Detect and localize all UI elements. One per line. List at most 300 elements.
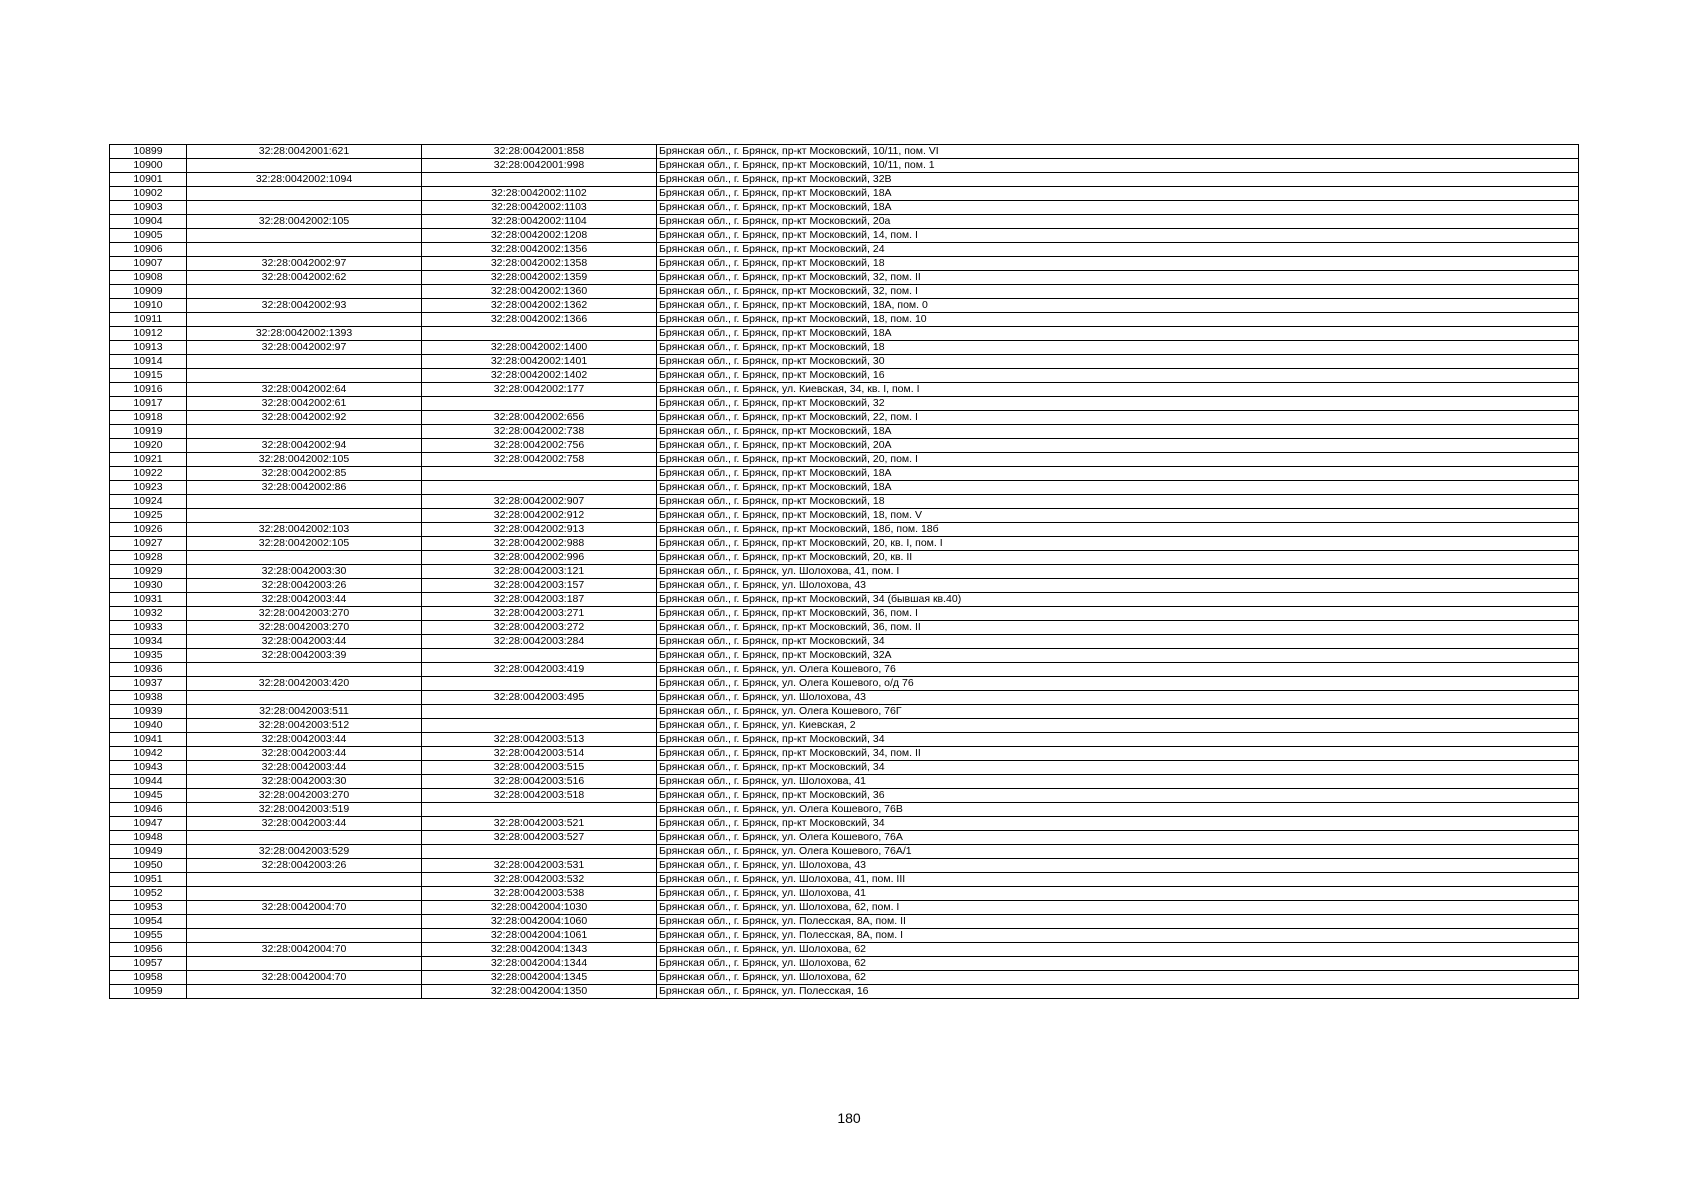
address-cell: Брянская обл., г. Брянск, ул. Олега Кошевого, 76В bbox=[657, 803, 1579, 817]
address-cell: Брянская обл., г. Брянск, пр-кт Московский, 18А bbox=[657, 327, 1579, 341]
table-row bbox=[110, 285, 1579, 299]
row-number-cell: 10953 bbox=[110, 901, 187, 915]
parcel-cadastral-number-cell: 32:28:0042003:420 bbox=[187, 677, 422, 691]
row-number-cell: 10919 bbox=[110, 425, 187, 439]
address-cell: Брянская обл., г. Брянск, ул. Олега Кошевого, 76А/1 bbox=[657, 845, 1579, 859]
parcel-cadastral-number-cell: 32:28:0042003:44 bbox=[187, 593, 422, 607]
table-row bbox=[110, 411, 1579, 425]
address-cell: Брянская обл., г. Брянск, ул. Олега Кошевого, о/д 76 bbox=[657, 677, 1579, 691]
parcel-cadastral-number-cell: 32:28:0042003:270 bbox=[187, 789, 422, 803]
row-number-cell: 10915 bbox=[110, 369, 187, 383]
object-cadastral-number-cell bbox=[422, 845, 657, 859]
row-number-cell: 10933 bbox=[110, 621, 187, 635]
address-cell: Брянская обл., г. Брянск, пр-кт Московский, 14, пом. I bbox=[657, 229, 1579, 243]
row-number-cell: 10903 bbox=[110, 201, 187, 215]
parcel-cadastral-number-cell: 32:28:0042003:26 bbox=[187, 579, 422, 593]
table-row bbox=[110, 845, 1579, 859]
address-cell: Брянская обл., г. Брянск, ул. Шолохова, 41, пом. III bbox=[657, 873, 1579, 887]
table-row bbox=[110, 761, 1579, 775]
row-number-cell: 10905 bbox=[110, 229, 187, 243]
table-row bbox=[110, 495, 1579, 509]
parcel-cadastral-number-cell: 32:28:0042002:93 bbox=[187, 299, 422, 313]
row-number-cell: 10954 bbox=[110, 915, 187, 929]
address-cell: Брянская обл., г. Брянск, ул. Шолохова, 62 bbox=[657, 943, 1579, 957]
parcel-cadastral-number-cell bbox=[187, 691, 422, 705]
row-number-cell: 10908 bbox=[110, 271, 187, 285]
parcel-cadastral-number-cell bbox=[187, 201, 422, 215]
table-row bbox=[110, 159, 1579, 173]
object-cadastral-number-cell: 32:28:0042001:858 bbox=[422, 145, 657, 159]
address-cell: Брянская обл., г. Брянск, пр-кт Московский, 18А bbox=[657, 187, 1579, 201]
parcel-cadastral-number-cell bbox=[187, 985, 422, 999]
table-row bbox=[110, 173, 1579, 187]
parcel-cadastral-number-cell bbox=[187, 187, 422, 201]
table-row bbox=[110, 719, 1579, 733]
parcel-cadastral-number-cell: 32:28:0042003:26 bbox=[187, 859, 422, 873]
object-cadastral-number-cell: 32:28:0042003:521 bbox=[422, 817, 657, 831]
row-number-cell: 10944 bbox=[110, 775, 187, 789]
object-cadastral-number-cell: 32:28:0042003:531 bbox=[422, 859, 657, 873]
address-cell: Брянская обл., г. Брянск, пр-кт Московский, 18А bbox=[657, 201, 1579, 215]
address-cell: Брянская обл., г. Брянск, ул. Киевская, 34, кв. I, пом. I bbox=[657, 383, 1579, 397]
table-row bbox=[110, 467, 1579, 481]
row-number-cell: 10906 bbox=[110, 243, 187, 257]
table-row bbox=[110, 243, 1579, 257]
registry-table-body bbox=[110, 145, 1579, 999]
row-number-cell: 10949 bbox=[110, 845, 187, 859]
row-number-cell: 10909 bbox=[110, 285, 187, 299]
row-number-cell: 10950 bbox=[110, 859, 187, 873]
table-row bbox=[110, 453, 1579, 467]
row-number-cell: 10956 bbox=[110, 943, 187, 957]
address-cell: Брянская обл., г. Брянск, пр-кт Московский, 18А, пом. 0 bbox=[657, 299, 1579, 313]
address-cell: Брянская обл., г. Брянск, пр-кт Московский, 18 bbox=[657, 341, 1579, 355]
object-cadastral-number-cell: 32:28:0042002:1360 bbox=[422, 285, 657, 299]
object-cadastral-number-cell: 32:28:0042002:907 bbox=[422, 495, 657, 509]
address-cell: Брянская обл., г. Брянск, пр-кт Московский, 18 bbox=[657, 257, 1579, 271]
address-cell: Брянская обл., г. Брянск, пр-кт Московский, 36, пом. II bbox=[657, 621, 1579, 635]
object-cadastral-number-cell: 32:28:0042002:177 bbox=[422, 383, 657, 397]
object-cadastral-number-cell: 32:28:0042003:121 bbox=[422, 565, 657, 579]
table-row bbox=[110, 551, 1579, 565]
parcel-cadastral-number-cell: 32:28:0042002:62 bbox=[187, 271, 422, 285]
row-number-cell: 10902 bbox=[110, 187, 187, 201]
parcel-cadastral-number-cell bbox=[187, 159, 422, 173]
object-cadastral-number-cell: 32:28:0042002:913 bbox=[422, 523, 657, 537]
address-cell: Брянская обл., г. Брянск, пр-кт Московский, 34 (бывшая кв.40) bbox=[657, 593, 1579, 607]
table-row bbox=[110, 887, 1579, 901]
row-number-cell: 10928 bbox=[110, 551, 187, 565]
address-cell: Брянская обл., г. Брянск, пр-кт Московский, 24 bbox=[657, 243, 1579, 257]
parcel-cadastral-number-cell bbox=[187, 831, 422, 845]
object-cadastral-number-cell: 32:28:0042004:1344 bbox=[422, 957, 657, 971]
table-row bbox=[110, 747, 1579, 761]
address-cell: Брянская обл., г. Брянск, пр-кт Московский, 18А bbox=[657, 425, 1579, 439]
parcel-cadastral-number-cell: 32:28:0042002:92 bbox=[187, 411, 422, 425]
row-number-cell: 10941 bbox=[110, 733, 187, 747]
address-cell: Брянская обл., г. Брянск, пр-кт Московский, 34 bbox=[657, 761, 1579, 775]
row-number-cell: 10948 bbox=[110, 831, 187, 845]
parcel-cadastral-number-cell: 32:28:0042003:519 bbox=[187, 803, 422, 817]
address-cell: Брянская обл., г. Брянск, пр-кт Московский, 22, пом. I bbox=[657, 411, 1579, 425]
parcel-cadastral-number-cell bbox=[187, 873, 422, 887]
table-row bbox=[110, 607, 1579, 621]
table-row bbox=[110, 215, 1579, 229]
parcel-cadastral-number-cell bbox=[187, 243, 422, 257]
parcel-cadastral-number-cell bbox=[187, 915, 422, 929]
row-number-cell: 10927 bbox=[110, 537, 187, 551]
parcel-cadastral-number-cell bbox=[187, 369, 422, 383]
row-number-cell: 10916 bbox=[110, 383, 187, 397]
parcel-cadastral-number-cell: 32:28:0042003:44 bbox=[187, 747, 422, 761]
parcel-cadastral-number-cell bbox=[187, 495, 422, 509]
row-number-cell: 10925 bbox=[110, 509, 187, 523]
address-cell: Брянская обл., г. Брянск, пр-кт Московский, 18б, пом. 18б bbox=[657, 523, 1579, 537]
parcel-cadastral-number-cell bbox=[187, 285, 422, 299]
address-cell: Брянская обл., г. Брянск, пр-кт Московский, 32В bbox=[657, 173, 1579, 187]
object-cadastral-number-cell: 32:28:0042003:284 bbox=[422, 635, 657, 649]
object-cadastral-number-cell: 32:28:0042002:1356 bbox=[422, 243, 657, 257]
table-row bbox=[110, 803, 1579, 817]
object-cadastral-number-cell: 32:28:0042002:1400 bbox=[422, 341, 657, 355]
object-cadastral-number-cell bbox=[422, 327, 657, 341]
object-cadastral-number-cell: 32:28:0042004:1343 bbox=[422, 943, 657, 957]
row-number-cell: 10937 bbox=[110, 677, 187, 691]
parcel-cadastral-number-cell: 32:28:0042002:85 bbox=[187, 467, 422, 481]
object-cadastral-number-cell: 32:28:0042002:1103 bbox=[422, 201, 657, 215]
object-cadastral-number-cell: 32:28:0042002:1104 bbox=[422, 215, 657, 229]
row-number-cell: 10921 bbox=[110, 453, 187, 467]
object-cadastral-number-cell: 32:28:0042002:1102 bbox=[422, 187, 657, 201]
address-cell: Брянская обл., г. Брянск, пр-кт Московский, 10/11, пом. 1 bbox=[657, 159, 1579, 173]
address-cell: Брянская обл., г. Брянск, пр-кт Московский, 32 bbox=[657, 397, 1579, 411]
table-row bbox=[110, 985, 1579, 999]
row-number-cell: 10940 bbox=[110, 719, 187, 733]
table-row bbox=[110, 859, 1579, 873]
page-number: 180 bbox=[837, 1110, 861, 1126]
row-number-cell: 10955 bbox=[110, 929, 187, 943]
object-cadastral-number-cell bbox=[422, 705, 657, 719]
object-cadastral-number-cell: 32:28:0042002:1208 bbox=[422, 229, 657, 243]
table-row bbox=[110, 327, 1579, 341]
table-row bbox=[110, 565, 1579, 579]
address-cell: Брянская обл., г. Брянск, ул. Полесская, 8А, пом. I bbox=[657, 929, 1579, 943]
parcel-cadastral-number-cell: 32:28:0042002:105 bbox=[187, 537, 422, 551]
table-row bbox=[110, 439, 1579, 453]
row-number-cell: 10912 bbox=[110, 327, 187, 341]
row-number-cell: 10901 bbox=[110, 173, 187, 187]
table-row bbox=[110, 271, 1579, 285]
parcel-cadastral-number-cell: 32:28:0042003:511 bbox=[187, 705, 422, 719]
table-row bbox=[110, 901, 1579, 915]
object-cadastral-number-cell: 32:28:0042002:1366 bbox=[422, 313, 657, 327]
parcel-cadastral-number-cell bbox=[187, 355, 422, 369]
row-number-cell: 10947 bbox=[110, 817, 187, 831]
object-cadastral-number-cell: 32:28:0042003:518 bbox=[422, 789, 657, 803]
table-row bbox=[110, 831, 1579, 845]
address-cell: Брянская обл., г. Брянск, пр-кт Московский, 30 bbox=[657, 355, 1579, 369]
address-cell: Брянская обл., г. Брянск, ул. Полесская, 8А, пом. II bbox=[657, 915, 1579, 929]
table-row bbox=[110, 957, 1579, 971]
address-cell: Брянская обл., г. Брянск, пр-кт Московский, 34 bbox=[657, 817, 1579, 831]
table-row bbox=[110, 873, 1579, 887]
table-row bbox=[110, 509, 1579, 523]
address-cell: Брянская обл., г. Брянск, ул. Олега Кошевого, 76Г bbox=[657, 705, 1579, 719]
address-cell: Брянская обл., г. Брянск, ул. Шолохова, 43 bbox=[657, 691, 1579, 705]
address-cell: Брянская обл., г. Брянск, пр-кт Московский, 34 bbox=[657, 635, 1579, 649]
parcel-cadastral-number-cell: 32:28:0042003:512 bbox=[187, 719, 422, 733]
object-cadastral-number-cell: 32:28:0042001:998 bbox=[422, 159, 657, 173]
address-cell: Брянская обл., г. Брянск, пр-кт Московский, 32, пом. I bbox=[657, 285, 1579, 299]
table-row bbox=[110, 187, 1579, 201]
object-cadastral-number-cell: 32:28:0042002:738 bbox=[422, 425, 657, 439]
row-number-cell: 10942 bbox=[110, 747, 187, 761]
table-row bbox=[110, 145, 1579, 159]
address-cell: Брянская обл., г. Брянск, ул. Шолохова, 43 bbox=[657, 579, 1579, 593]
parcel-cadastral-number-cell bbox=[187, 663, 422, 677]
table-row bbox=[110, 789, 1579, 803]
parcel-cadastral-number-cell: 32:28:0042003:44 bbox=[187, 817, 422, 831]
object-cadastral-number-cell: 32:28:0042003:516 bbox=[422, 775, 657, 789]
row-number-cell: 10939 bbox=[110, 705, 187, 719]
parcel-cadastral-number-cell: 32:28:0042003:44 bbox=[187, 733, 422, 747]
object-cadastral-number-cell bbox=[422, 677, 657, 691]
address-cell: Брянская обл., г. Брянск, пр-кт Московский, 34, пом. II bbox=[657, 747, 1579, 761]
row-number-cell: 10920 bbox=[110, 439, 187, 453]
object-cadastral-number-cell: 32:28:0042003:538 bbox=[422, 887, 657, 901]
object-cadastral-number-cell: 32:28:0042002:1401 bbox=[422, 355, 657, 369]
address-cell: Брянская обл., г. Брянск, пр-кт Московский, 18А bbox=[657, 467, 1579, 481]
address-cell: Брянская обл., г. Брянск, пр-кт Московский, 10/11, пом. VI bbox=[657, 145, 1579, 159]
object-cadastral-number-cell: 32:28:0042003:157 bbox=[422, 579, 657, 593]
object-cadastral-number-cell: 32:28:0042002:996 bbox=[422, 551, 657, 565]
parcel-cadastral-number-cell: 32:28:0042001:621 bbox=[187, 145, 422, 159]
address-cell: Брянская обл., г. Брянск, пр-кт Московский, 18, пом. 10 bbox=[657, 313, 1579, 327]
table-row bbox=[110, 663, 1579, 677]
table-row bbox=[110, 523, 1579, 537]
address-cell: Брянская обл., г. Брянск, ул. Олега Кошевого, 76А bbox=[657, 831, 1579, 845]
row-number-cell: 10911 bbox=[110, 313, 187, 327]
table-row bbox=[110, 383, 1579, 397]
parcel-cadastral-number-cell bbox=[187, 229, 422, 243]
object-cadastral-number-cell: 32:28:0042003:271 bbox=[422, 607, 657, 621]
address-cell: Брянская обл., г. Брянск, пр-кт Московский, 32А bbox=[657, 649, 1579, 663]
object-cadastral-number-cell: 32:28:0042004:1345 bbox=[422, 971, 657, 985]
row-number-cell: 10907 bbox=[110, 257, 187, 271]
table-row bbox=[110, 257, 1579, 271]
address-cell: Брянская обл., г. Брянск, пр-кт Московский, 36, пом. I bbox=[657, 607, 1579, 621]
object-cadastral-number-cell: 32:28:0042002:1402 bbox=[422, 369, 657, 383]
object-cadastral-number-cell bbox=[422, 803, 657, 817]
table-row bbox=[110, 313, 1579, 327]
row-number-cell: 10926 bbox=[110, 523, 187, 537]
address-cell: Брянская обл., г. Брянск, ул. Шолохова, 41 bbox=[657, 887, 1579, 901]
object-cadastral-number-cell: 32:28:0042004:1060 bbox=[422, 915, 657, 929]
object-cadastral-number-cell bbox=[422, 481, 657, 495]
object-cadastral-number-cell: 32:28:0042002:988 bbox=[422, 537, 657, 551]
parcel-cadastral-number-cell: 32:28:0042002:61 bbox=[187, 397, 422, 411]
parcel-cadastral-number-cell bbox=[187, 929, 422, 943]
parcel-cadastral-number-cell: 32:28:0042003:44 bbox=[187, 635, 422, 649]
table-row bbox=[110, 201, 1579, 215]
object-cadastral-number-cell: 32:28:0042002:758 bbox=[422, 453, 657, 467]
address-cell: Брянская обл., г. Брянск, пр-кт Московский, 16 bbox=[657, 369, 1579, 383]
address-cell: Брянская обл., г. Брянск, ул. Шолохова, 43 bbox=[657, 859, 1579, 873]
address-cell: Брянская обл., г. Брянск, ул. Олега Кошевого, 76 bbox=[657, 663, 1579, 677]
parcel-cadastral-number-cell: 32:28:0042003:30 bbox=[187, 775, 422, 789]
row-number-cell: 10952 bbox=[110, 887, 187, 901]
row-number-cell: 10913 bbox=[110, 341, 187, 355]
table-row bbox=[110, 537, 1579, 551]
object-cadastral-number-cell bbox=[422, 467, 657, 481]
address-cell: Брянская обл., г. Брянск, ул. Шолохова, 62 bbox=[657, 957, 1579, 971]
parcel-cadastral-number-cell: 32:28:0042004:70 bbox=[187, 943, 422, 957]
table-row bbox=[110, 425, 1579, 439]
row-number-cell: 10929 bbox=[110, 565, 187, 579]
object-cadastral-number-cell bbox=[422, 397, 657, 411]
row-number-cell: 10918 bbox=[110, 411, 187, 425]
table-row bbox=[110, 397, 1579, 411]
registry-table bbox=[109, 144, 1579, 999]
row-number-cell: 10938 bbox=[110, 691, 187, 705]
row-number-cell: 10935 bbox=[110, 649, 187, 663]
row-number-cell: 10923 bbox=[110, 481, 187, 495]
object-cadastral-number-cell: 32:28:0042004:1030 bbox=[422, 901, 657, 915]
row-number-cell: 10931 bbox=[110, 593, 187, 607]
address-cell: Брянская обл., г. Брянск, ул. Шолохова, 41 bbox=[657, 775, 1579, 789]
parcel-cadastral-number-cell: 32:28:0042002:94 bbox=[187, 439, 422, 453]
table-row bbox=[110, 817, 1579, 831]
row-number-cell: 10945 bbox=[110, 789, 187, 803]
address-cell: Брянская обл., г. Брянск, пр-кт Московский, 20а bbox=[657, 215, 1579, 229]
row-number-cell: 10957 bbox=[110, 957, 187, 971]
parcel-cadastral-number-cell bbox=[187, 887, 422, 901]
address-cell: Брянская обл., г. Брянск, ул. Шолохова, 62 bbox=[657, 971, 1579, 985]
parcel-cadastral-number-cell bbox=[187, 313, 422, 327]
row-number-cell: 10936 bbox=[110, 663, 187, 677]
address-cell: Брянская обл., г. Брянск, ул. Шолохова, 41, пом. I bbox=[657, 565, 1579, 579]
address-cell: Брянская обл., г. Брянск, пр-кт Московский, 36 bbox=[657, 789, 1579, 803]
row-number-cell: 10917 bbox=[110, 397, 187, 411]
table-row bbox=[110, 341, 1579, 355]
parcel-cadastral-number-cell: 32:28:0042002:1393 bbox=[187, 327, 422, 341]
parcel-cadastral-number-cell: 32:28:0042004:70 bbox=[187, 971, 422, 985]
address-cell: Брянская обл., г. Брянск, пр-кт Московский, 18 bbox=[657, 495, 1579, 509]
table-row bbox=[110, 733, 1579, 747]
parcel-cadastral-number-cell: 32:28:0042002:105 bbox=[187, 453, 422, 467]
object-cadastral-number-cell bbox=[422, 719, 657, 733]
address-cell: Брянская обл., г. Брянск, ул. Полесская, 16 bbox=[657, 985, 1579, 999]
table-row bbox=[110, 677, 1579, 691]
object-cadastral-number-cell: 32:28:0042003:513 bbox=[422, 733, 657, 747]
object-cadastral-number-cell: 32:28:0042002:912 bbox=[422, 509, 657, 523]
object-cadastral-number-cell: 32:28:0042002:1358 bbox=[422, 257, 657, 271]
row-number-cell: 10922 bbox=[110, 467, 187, 481]
table-row bbox=[110, 229, 1579, 243]
parcel-cadastral-number-cell: 32:28:0042002:64 bbox=[187, 383, 422, 397]
object-cadastral-number-cell: 32:28:0042003:187 bbox=[422, 593, 657, 607]
table-row bbox=[110, 691, 1579, 705]
object-cadastral-number-cell: 32:28:0042003:419 bbox=[422, 663, 657, 677]
table-row bbox=[110, 481, 1579, 495]
row-number-cell: 10930 bbox=[110, 579, 187, 593]
table-row bbox=[110, 579, 1579, 593]
object-cadastral-number-cell: 32:28:0042004:1350 bbox=[422, 985, 657, 999]
address-cell: Брянская обл., г. Брянск, пр-кт Московский, 34 bbox=[657, 733, 1579, 747]
object-cadastral-number-cell: 32:28:0042003:514 bbox=[422, 747, 657, 761]
table-row bbox=[110, 621, 1579, 635]
object-cadastral-number-cell: 32:28:0042003:532 bbox=[422, 873, 657, 887]
table-row bbox=[110, 635, 1579, 649]
address-cell: Брянская обл., г. Брянск, пр-кт Московский, 32, пом. II bbox=[657, 271, 1579, 285]
table-row bbox=[110, 369, 1579, 383]
parcel-cadastral-number-cell: 32:28:0042003:39 bbox=[187, 649, 422, 663]
object-cadastral-number-cell: 32:28:0042003:495 bbox=[422, 691, 657, 705]
object-cadastral-number-cell bbox=[422, 649, 657, 663]
address-cell: Брянская обл., г. Брянск, пр-кт Московский, 20, кв. II bbox=[657, 551, 1579, 565]
parcel-cadastral-number-cell: 32:28:0042002:105 bbox=[187, 215, 422, 229]
object-cadastral-number-cell: 32:28:0042002:1359 bbox=[422, 271, 657, 285]
table-row bbox=[110, 299, 1579, 313]
row-number-cell: 10932 bbox=[110, 607, 187, 621]
parcel-cadastral-number-cell: 32:28:0042003:270 bbox=[187, 607, 422, 621]
object-cadastral-number-cell: 32:28:0042002:756 bbox=[422, 439, 657, 453]
object-cadastral-number-cell: 32:28:0042003:527 bbox=[422, 831, 657, 845]
row-number-cell: 10943 bbox=[110, 761, 187, 775]
table-row bbox=[110, 915, 1579, 929]
row-number-cell: 10910 bbox=[110, 299, 187, 313]
parcel-cadastral-number-cell: 32:28:0042002:103 bbox=[187, 523, 422, 537]
address-cell: Брянская обл., г. Брянск, пр-кт Московский, 18, пом. V bbox=[657, 509, 1579, 523]
table-row bbox=[110, 943, 1579, 957]
address-cell: Брянская обл., г. Брянск, пр-кт Московский, 20А bbox=[657, 439, 1579, 453]
object-cadastral-number-cell: 32:28:0042002:656 bbox=[422, 411, 657, 425]
row-number-cell: 10958 bbox=[110, 971, 187, 985]
row-number-cell: 10924 bbox=[110, 495, 187, 509]
row-number-cell: 10914 bbox=[110, 355, 187, 369]
table-row bbox=[110, 649, 1579, 663]
parcel-cadastral-number-cell: 32:28:0042003:30 bbox=[187, 565, 422, 579]
table-row bbox=[110, 593, 1579, 607]
row-number-cell: 10934 bbox=[110, 635, 187, 649]
address-cell: Брянская обл., г. Брянск, пр-кт Московский, 20, пом. I bbox=[657, 453, 1579, 467]
address-cell: Брянская обл., г. Брянск, пр-кт Московский, 20, кв. I, пом. I bbox=[657, 537, 1579, 551]
object-cadastral-number-cell: 32:28:0042003:272 bbox=[422, 621, 657, 635]
parcel-cadastral-number-cell bbox=[187, 551, 422, 565]
address-cell: Брянская обл., г. Брянск, ул. Шолохова, 62, пом. I bbox=[657, 901, 1579, 915]
table-row bbox=[110, 929, 1579, 943]
parcel-cadastral-number-cell: 32:28:0042002:97 bbox=[187, 341, 422, 355]
parcel-cadastral-number-cell bbox=[187, 425, 422, 439]
parcel-cadastral-number-cell: 32:28:0042002:86 bbox=[187, 481, 422, 495]
table-row bbox=[110, 775, 1579, 789]
object-cadastral-number-cell bbox=[422, 173, 657, 187]
parcel-cadastral-number-cell: 32:28:0042003:44 bbox=[187, 761, 422, 775]
parcel-cadastral-number-cell: 32:28:0042003:529 bbox=[187, 845, 422, 859]
parcel-cadastral-number-cell: 32:28:0042002:97 bbox=[187, 257, 422, 271]
parcel-cadastral-number-cell: 32:28:0042004:70 bbox=[187, 901, 422, 915]
object-cadastral-number-cell: 32:28:0042002:1362 bbox=[422, 299, 657, 313]
row-number-cell: 10959 bbox=[110, 985, 187, 999]
parcel-cadastral-number-cell bbox=[187, 509, 422, 523]
table-row bbox=[110, 705, 1579, 719]
row-number-cell: 10946 bbox=[110, 803, 187, 817]
row-number-cell: 10951 bbox=[110, 873, 187, 887]
object-cadastral-number-cell: 32:28:0042003:515 bbox=[422, 761, 657, 775]
parcel-cadastral-number-cell: 32:28:0042003:270 bbox=[187, 621, 422, 635]
address-cell: Брянская обл., г. Брянск, пр-кт Московский, 18А bbox=[657, 481, 1579, 495]
row-number-cell: 10904 bbox=[110, 215, 187, 229]
